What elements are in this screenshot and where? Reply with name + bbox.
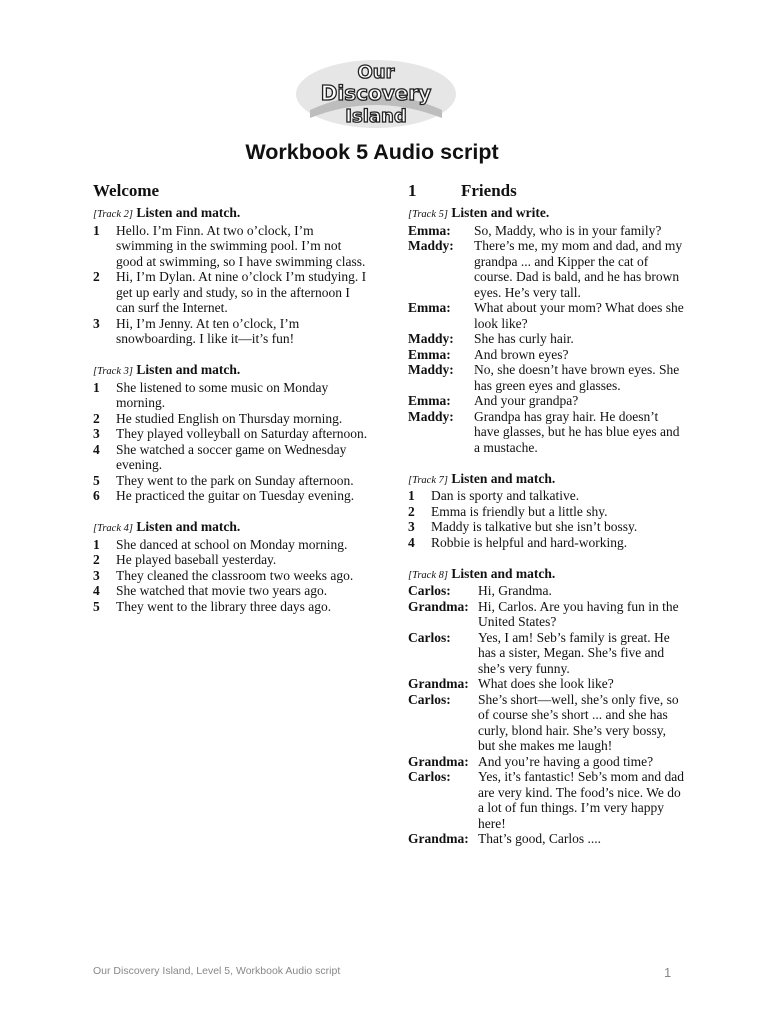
dialogue-line bbox=[408, 676, 686, 692]
section-title: Friends bbox=[461, 181, 517, 200]
speaker-name: Emma: bbox=[408, 346, 451, 362]
dialogue-line bbox=[408, 409, 686, 456]
dialogue-line bbox=[408, 583, 686, 599]
item-text: Hello. I’m Finn. At two o’clock, I’m swimming in the swimming pool. I’m not good at swimming, so I have swimming class. bbox=[116, 222, 366, 269]
svg-text:Discovery: Discovery bbox=[320, 81, 432, 105]
speech-text: Grandpa has gray hair. He doesn’t have glasses, but he has blue eyes and a mustache. bbox=[474, 408, 680, 455]
page-number: 1 bbox=[664, 965, 672, 980]
speech-text: There’s me, my mom and dad, and my grandpa ... and Kipper the cat of course. Dad is bald, and he has brown eyes. He’s very tall. bbox=[474, 238, 683, 300]
item-text: Robbie is helpful and hard-working. bbox=[431, 534, 628, 550]
dialogue bbox=[408, 583, 686, 847]
list-item bbox=[93, 599, 371, 615]
dialogue-line bbox=[408, 223, 686, 239]
list-item bbox=[93, 411, 371, 427]
track-label: [Track 2] bbox=[93, 209, 133, 220]
item-text: He played baseball yesterday. bbox=[116, 552, 277, 567]
item-number: 3 bbox=[93, 567, 100, 583]
item-number: 4 bbox=[408, 534, 415, 550]
item-text: She watched that movie two years ago. bbox=[116, 583, 328, 598]
item-number: 1 bbox=[93, 536, 100, 552]
list-item bbox=[93, 426, 371, 442]
item-number: 4 bbox=[93, 441, 100, 457]
track-block bbox=[93, 205, 371, 347]
track-instruction: Listen and match. bbox=[136, 519, 241, 534]
track-header bbox=[408, 205, 686, 223]
speech-text: What does she look like? bbox=[478, 676, 614, 691]
speech-text: Yes, it’s fantastic! Seb’s mom and dad are very kind. The food’s nice. We do a lot of fun things. I’m very happy here! bbox=[478, 769, 684, 831]
list-item bbox=[93, 583, 371, 599]
track-instruction: Listen and match. bbox=[136, 362, 241, 377]
track-header bbox=[93, 205, 371, 223]
list-item bbox=[408, 488, 686, 504]
list-item bbox=[408, 535, 686, 551]
item-text: He practiced the guitar on Tuesday evening. bbox=[116, 488, 355, 503]
speech-text: Yes, I am! Seb’s family is great. He has a sister, Megan. She’s five and she’s very funny. bbox=[478, 629, 670, 676]
speaker-name: Carlos: bbox=[408, 691, 451, 707]
section-heading-welcome: Welcome bbox=[93, 181, 160, 200]
speech-text: And you’re having a good time? bbox=[478, 753, 654, 769]
item-text: Hi, I’m Jenny. At ten o’clock, I’m snowboarding. I like it—it’s fun! bbox=[116, 315, 300, 346]
speech-text: Hi, Carlos. Are you having fun in the United States? bbox=[478, 598, 679, 629]
dialogue-line bbox=[408, 393, 686, 409]
item-text: Dan is sporty and talkative. bbox=[431, 488, 580, 503]
list-item bbox=[408, 504, 686, 520]
item-text: They played volleyball on Saturday afternoon. bbox=[116, 426, 368, 441]
dialogue-line bbox=[408, 300, 686, 331]
speaker-name: Grandma: bbox=[408, 831, 469, 846]
item-text: They cleaned the classroom two weeks ago. bbox=[116, 567, 354, 583]
item-text: She danced at school on Monday morning. bbox=[116, 536, 348, 552]
friends-section bbox=[408, 181, 686, 862]
dialogue bbox=[408, 223, 686, 456]
list-item bbox=[93, 537, 371, 553]
speaker-name: Maddy: bbox=[408, 238, 454, 253]
item-number: 2 bbox=[408, 503, 415, 519]
dialogue-line bbox=[408, 630, 686, 677]
track-7-block bbox=[408, 471, 686, 551]
svg-text:Island: Island bbox=[345, 106, 407, 127]
item-number: 5 bbox=[93, 472, 100, 488]
item-text: He studied English on Thursday morning. bbox=[116, 410, 343, 426]
speech-text: She’s short—well, she’s only five, so of course she’s short ... and she has curly, blond hair. She’s very bossy, but she makes me laugh! bbox=[478, 691, 679, 753]
dialogue-line bbox=[408, 238, 686, 300]
speaker-name: Grandma: bbox=[408, 598, 469, 614]
dialogue-line bbox=[408, 692, 686, 754]
item-number: 3 bbox=[93, 426, 100, 441]
item-number: 1 bbox=[93, 379, 100, 395]
track-label: [Track 3] bbox=[93, 366, 133, 377]
item-number: 4 bbox=[93, 583, 100, 598]
speaker-name: Carlos: bbox=[408, 629, 451, 645]
track-8-block bbox=[408, 566, 686, 847]
item-number: 6 bbox=[93, 488, 100, 503]
speech-text: So, Maddy, who is in your family? bbox=[474, 222, 662, 238]
list-item bbox=[93, 568, 371, 584]
speech-text: She has curly hair. bbox=[474, 331, 574, 346]
track-label: [Track 4] bbox=[93, 523, 133, 534]
list-item bbox=[408, 519, 686, 535]
list-item bbox=[93, 473, 371, 489]
track-label: [Track 5] bbox=[408, 209, 448, 220]
dialogue-line bbox=[408, 599, 686, 630]
track-header bbox=[93, 519, 371, 537]
item-number: 2 bbox=[93, 410, 100, 426]
list-item bbox=[93, 316, 371, 347]
speaker-name: Grandma: bbox=[408, 676, 469, 691]
track-block bbox=[93, 519, 371, 614]
page-footer: Our Discovery Island, Level 5, Workbook Audio script bbox=[93, 965, 341, 977]
track-header bbox=[93, 362, 371, 380]
list-item bbox=[93, 488, 371, 504]
item-text: Maddy is talkative but she isn’t bossy. bbox=[431, 519, 638, 534]
track-label: [Track 8] bbox=[408, 569, 448, 581]
speech-text: And your grandpa? bbox=[474, 393, 579, 408]
track-instruction: Listen and write. bbox=[451, 205, 550, 220]
section-heading-friends bbox=[408, 181, 686, 201]
item-number: 5 bbox=[93, 598, 100, 614]
list-item bbox=[93, 380, 371, 411]
speech-text: And brown eyes? bbox=[474, 346, 569, 362]
speaker-name: Emma: bbox=[408, 300, 451, 315]
speaker-name: Maddy: bbox=[408, 408, 454, 424]
list-item bbox=[93, 269, 371, 316]
dialogue-line bbox=[408, 754, 686, 770]
item-number: 3 bbox=[93, 315, 100, 331]
list-item bbox=[93, 223, 371, 270]
track-header bbox=[408, 471, 686, 489]
speech-text: No, she doesn’t have brown eyes. She has green eyes and glasses. bbox=[474, 362, 680, 393]
page-title: Workbook 5 Audio script bbox=[245, 140, 499, 164]
item-number: 1 bbox=[408, 488, 415, 503]
speaker-name: Emma: bbox=[408, 222, 451, 238]
track-header bbox=[408, 566, 686, 584]
item-text: Hi, I’m Dylan. At nine o’clock I’m studying. I get up early and study, so in the afternoon I can surf the Internet. bbox=[116, 269, 367, 315]
item-number: 2 bbox=[93, 552, 100, 567]
welcome-blocks bbox=[93, 205, 371, 614]
item-text: They went to the library three days ago. bbox=[116, 598, 332, 614]
dialogue-line bbox=[408, 769, 686, 831]
item-number: 3 bbox=[408, 519, 415, 534]
speaker-name: Carlos: bbox=[408, 769, 451, 784]
list-item bbox=[93, 552, 371, 568]
speech-text: Hi, Grandma. bbox=[478, 583, 552, 598]
speaker-name: Maddy: bbox=[408, 331, 454, 346]
item-text: She watched a soccer game on Wednesday evening. bbox=[116, 441, 347, 472]
numbered-list bbox=[408, 488, 686, 550]
item-number: 1 bbox=[93, 222, 100, 238]
track-instruction: Listen and match. bbox=[136, 205, 241, 220]
speaker-name: Grandma: bbox=[408, 753, 469, 769]
item-text: They went to the park on Sunday afternoon. bbox=[116, 472, 354, 488]
section-number: 1 bbox=[408, 181, 417, 200]
speech-text: What about your mom? What does she look like? bbox=[474, 300, 684, 331]
svg-text:Our: Our bbox=[357, 62, 395, 83]
speaker-name: Carlos: bbox=[408, 583, 451, 598]
dialogue-line bbox=[408, 831, 686, 847]
list-item bbox=[93, 442, 371, 473]
speech-text: That’s good, Carlos .... bbox=[478, 831, 601, 846]
track-instruction: Listen and match. bbox=[451, 470, 556, 486]
dialogue-line bbox=[408, 331, 686, 347]
item-number: 2 bbox=[93, 269, 100, 284]
welcome-section bbox=[93, 181, 371, 630]
speaker-name: Maddy: bbox=[408, 362, 454, 377]
our-discovery-island-logo bbox=[290, 52, 462, 132]
track-block bbox=[93, 362, 371, 504]
track-label: [Track 7] bbox=[408, 474, 448, 486]
dialogue-line bbox=[408, 362, 686, 393]
item-text: Emma is friendly but a little shy. bbox=[431, 503, 608, 519]
track-instruction: Listen and match. bbox=[451, 565, 556, 581]
track-5-block bbox=[408, 205, 686, 455]
speaker-name: Emma: bbox=[408, 393, 451, 408]
item-text: She listened to some music on Monday morning. bbox=[116, 379, 329, 410]
dialogue-line bbox=[408, 347, 686, 363]
